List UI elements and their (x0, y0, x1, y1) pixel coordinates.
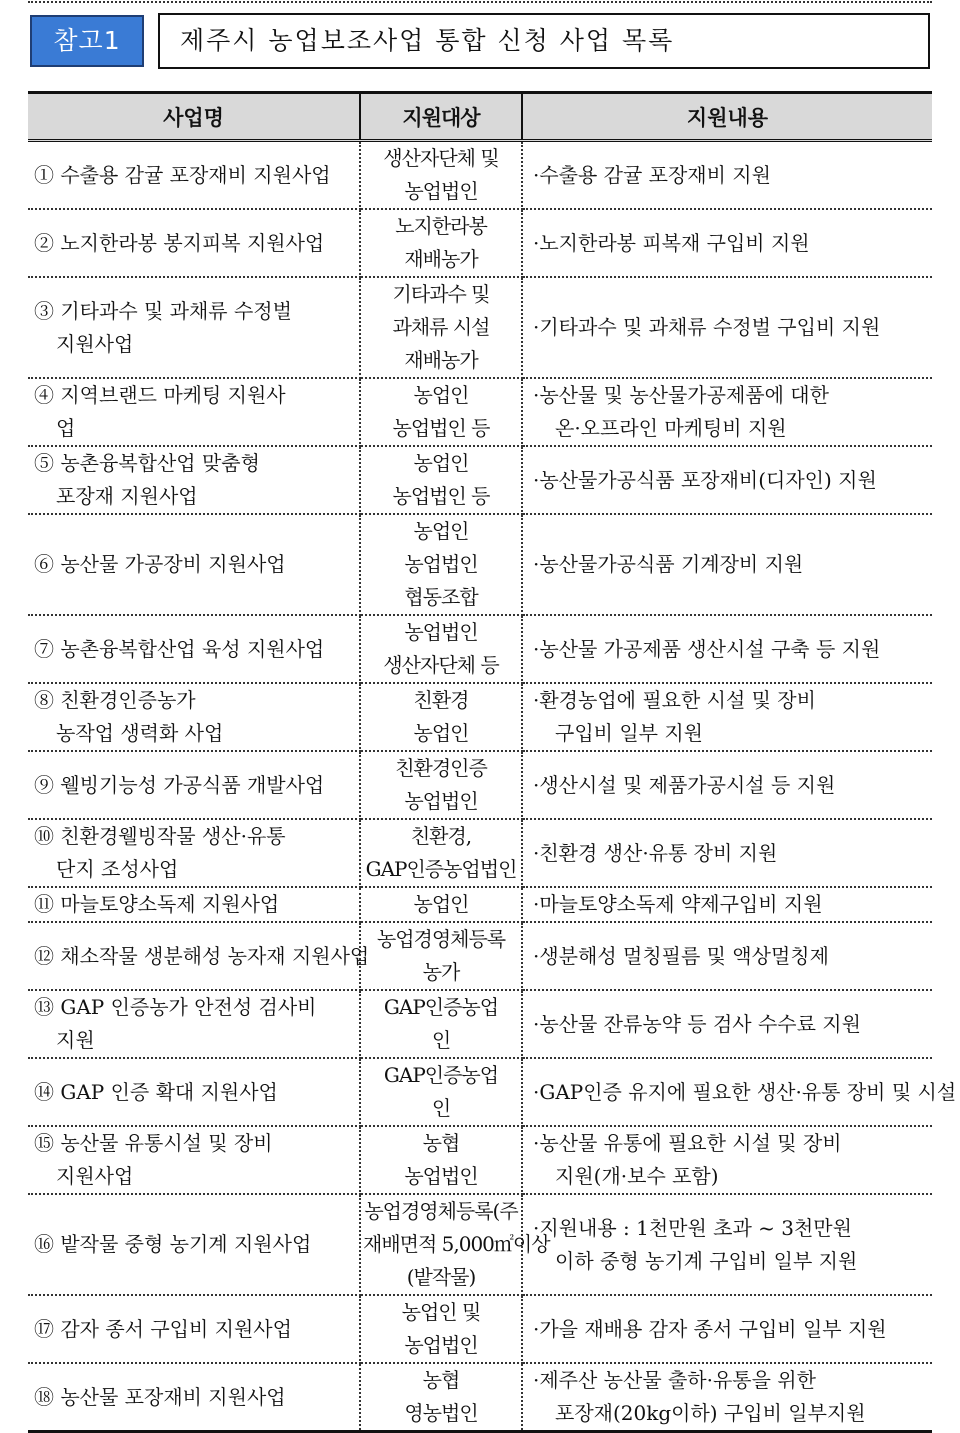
cell-line: ⑰ 감자 종서 구입비 지원사업 (34, 1316, 292, 1341)
support-target-cell (360, 1126, 522, 1194)
support-content-cell (522, 1295, 932, 1363)
support-content-cell (522, 1363, 932, 1432)
cell-line: 과채류 시설 (392, 315, 490, 339)
cell-line: ⑮ 농산물 유통시설 및 장비 (34, 1131, 273, 1155)
cell-line: 농협 (422, 1368, 460, 1392)
cell-line: 포장재(20kg이하) 구입비 일부지원 (555, 1401, 866, 1425)
support-content-cell (522, 922, 932, 990)
cell-line: 농업법인 (404, 1164, 478, 1188)
program-name-cell (28, 819, 360, 887)
table-row (28, 683, 932, 751)
table-header-row (28, 93, 932, 141)
program-name-cell (28, 446, 360, 514)
support-target-cell (360, 922, 522, 990)
cell-line: ·제주산 농산물 출하·유통을 위한 (533, 1368, 816, 1392)
support-target-cell (360, 683, 522, 751)
cell-line: ⑱ 농산물 포장재비 지원사업 (34, 1384, 286, 1409)
cell-line: ·기타과수 및 과채류 수정벌 구입비 지원 (533, 315, 881, 339)
cell-line: 농업인 (413, 519, 469, 543)
table-row (28, 378, 932, 446)
program-name-cell (28, 922, 370, 990)
cell-line: 지원(개·보수 포함) (555, 1164, 719, 1188)
cell-line: 친환경인증 (395, 756, 487, 780)
support-target-cell (360, 378, 522, 446)
table-row (28, 751, 932, 819)
cell-line: 친환경 (413, 688, 469, 712)
cell-line: 영농법인 (404, 1401, 478, 1425)
table-row (28, 615, 932, 683)
table-row (28, 1295, 932, 1363)
cell-line: 인 (431, 1028, 451, 1052)
cell-line: 농업경영체등록 (376, 927, 506, 951)
cell-line: 농업법인 (404, 789, 478, 813)
cell-line: ① 수출용 감귤 포장재비 지원사업 (34, 162, 331, 187)
cell-line: ·GAP인증 유지에 필요한 생산·유통 장비 및 시설 (533, 1079, 957, 1104)
support-target-cell (360, 819, 522, 887)
cell-line: 지원사업 (56, 1164, 134, 1188)
cell-line: ·환경농업에 필요한 시설 및 장비 (533, 688, 816, 712)
support-target-cell (360, 446, 522, 514)
cell-line: 지원사업 (56, 331, 134, 356)
cell-line: GAP인증농업법인 (365, 857, 517, 881)
table-row (28, 1126, 932, 1194)
table-row (28, 141, 932, 210)
column-header-name: 사업명 (28, 93, 360, 141)
top-dotted-rule (28, 1, 932, 3)
cell-line: 지원 (56, 1028, 95, 1052)
cell-line: ·생분해성 멀칭필름 및 액상멀칭제 (533, 943, 829, 968)
program-name-cell (28, 277, 360, 378)
cell-line: ·노지한라봉 피복재 구입비 지원 (533, 230, 810, 255)
cell-line: 생산자단체 등 (383, 653, 499, 677)
program-name-cell (28, 1126, 360, 1194)
cell-line: 농업법인 (404, 620, 478, 644)
cell-line: ·농산물 가공제품 생산시설 구축 등 지원 (533, 636, 881, 661)
cell-line: ⑭ GAP 인증 확대 지원사업 (34, 1079, 278, 1104)
cell-line: ⑯ 밭작물 중형 농기계 지원사업 (34, 1232, 312, 1256)
support-content-cell (522, 990, 932, 1058)
cell-line: ·농산물 유통에 필요한 시설 및 장비 (533, 1131, 842, 1155)
cell-line: ·농산물 및 농산물가공제품에 대한 (533, 383, 829, 407)
support-content-cell (522, 209, 932, 277)
table-body (28, 141, 957, 1432)
support-content-cell (522, 277, 932, 378)
support-target-cell (360, 277, 522, 378)
cell-line: 협동조합 (404, 585, 478, 609)
cell-line: ⑦ 농촌융복합산업 육성 지원사업 (34, 636, 325, 661)
cell-line: 농업인 (413, 892, 469, 916)
support-target-cell (360, 1194, 550, 1295)
cell-line: ⑩ 친환경웰빙작물 생산·유통 (34, 824, 286, 848)
table-row (28, 1363, 932, 1432)
cell-line: 농업법인 (404, 1333, 478, 1357)
cell-line: 재배농가 (404, 348, 478, 372)
table-row (28, 1058, 932, 1126)
cell-line: ·수출용 감귤 포장재비 지원 (533, 162, 771, 187)
support-target-cell (360, 141, 522, 210)
cell-line: ·농산물 잔류농약 등 검사 수수료 지원 (533, 1011, 861, 1036)
cell-line: 노지한라봉 (395, 214, 487, 238)
program-name-cell (28, 514, 360, 615)
cell-line: ·농산물가공식품 포장재비(디자인) 지원 (533, 467, 877, 492)
cell-line: 농업인 (413, 383, 469, 407)
program-name-cell (28, 1363, 360, 1432)
support-content-cell (522, 887, 932, 922)
cell-line: 온·오프라인 마케팅비 지원 (555, 416, 787, 440)
support-target-cell (360, 1295, 522, 1363)
support-content-cell (522, 751, 932, 819)
cell-line: 생산자단체 및 (383, 146, 499, 170)
column-header-content: 지원내용 (522, 93, 932, 141)
support-target-cell (360, 615, 522, 683)
support-target-cell (360, 209, 522, 277)
cell-line: 농작업 생력화 사업 (56, 721, 224, 745)
cell-line: 농업법인 (404, 179, 478, 203)
program-name-cell (28, 1058, 360, 1126)
program-name-cell (28, 751, 360, 819)
cell-line: ·마늘토양소독제 약제구입비 지원 (533, 892, 823, 916)
support-content-cell (522, 141, 932, 210)
program-name-cell (28, 209, 360, 277)
cell-line: 친환경, (410, 824, 472, 848)
cell-line: ④ 지역브랜드 마케팅 지원사 (34, 383, 286, 407)
cell-line: 업 (56, 416, 76, 440)
program-name-cell (28, 378, 360, 446)
cell-line: ⑥ 농산물 가공장비 지원사업 (34, 552, 286, 576)
support-content-cell (522, 514, 932, 615)
cell-line: ② 노지한라봉 봉지피복 지원사업 (34, 230, 325, 255)
support-target-cell (360, 514, 522, 615)
cell-line: 농업법인 (404, 552, 478, 576)
cell-line: ·농산물가공식품 기계장비 지원 (533, 552, 804, 576)
table-row (28, 1194, 932, 1295)
support-target-cell (360, 887, 522, 922)
cell-line: 구입비 일부 지원 (555, 721, 703, 745)
program-name-cell (28, 990, 360, 1058)
cell-line: GAP인증농업 (383, 995, 499, 1019)
support-target-cell (360, 751, 522, 819)
table-row (28, 209, 932, 277)
support-target-cell (360, 1058, 522, 1126)
cell-line: ⑤ 농촌융복합산업 맞춤형 (34, 451, 260, 475)
cell-line: 농업인 (413, 451, 469, 475)
cell-line: ⑪ 마늘토양소독제 지원사업 (34, 892, 280, 916)
cell-line: GAP인증농업 (383, 1063, 499, 1087)
cell-line: (밭작물) (406, 1265, 476, 1289)
cell-line: 농업인 및 (401, 1300, 481, 1324)
program-name-cell (28, 1295, 360, 1363)
table-row (28, 514, 932, 615)
cell-line: ⑫ 채소작물 생분해성 농자재 지원사업 (34, 943, 370, 968)
cell-line: ·생산시설 및 제품가공시설 등 지원 (533, 772, 836, 797)
page-title: 제주시 농업보조사업 통합 신청 사업 목록 (158, 13, 930, 69)
table-row (28, 277, 932, 378)
cell-line: ⑨ 웰빙기능성 가공식품 개발사업 (34, 772, 325, 797)
support-content-cell (522, 378, 932, 446)
cell-line: 농업법인 등 (392, 484, 490, 508)
support-content-cell (522, 1058, 957, 1126)
support-content-cell (522, 1194, 932, 1295)
support-content-cell (522, 819, 932, 887)
program-table (28, 91, 957, 1433)
cell-line: 단지 조성사업 (56, 857, 179, 881)
cell-line: 농협 (422, 1131, 460, 1155)
program-name-cell (28, 683, 360, 751)
support-content-cell (522, 683, 932, 751)
cell-line: ⑬ GAP 인증농가 안전성 검사비 (34, 995, 317, 1019)
cell-line: ·친환경 생산·유통 장비 지원 (533, 840, 778, 865)
table-row (28, 446, 932, 514)
support-content-cell (522, 446, 932, 514)
table-row (28, 819, 932, 887)
support-target-cell (360, 1363, 522, 1432)
cell-line: ·가을 재배용 감자 종서 구입비 일부 지원 (533, 1316, 887, 1341)
support-target-cell (360, 990, 522, 1058)
column-header-target: 지원대상 (360, 93, 522, 141)
support-content-cell (522, 615, 932, 683)
program-name-cell (28, 1194, 360, 1295)
support-content-cell (522, 1126, 932, 1194)
cell-line: 재배면적 5,000㎡이상 (363, 1232, 550, 1256)
table-row (28, 990, 932, 1058)
table-row (28, 922, 932, 990)
cell-line: 농업인 (413, 721, 469, 745)
cell-line: ③ 기타과수 및 과채류 수정벌 (34, 298, 292, 323)
program-name-cell (28, 887, 360, 922)
program-name-cell (28, 141, 360, 210)
reference-tag: 참고1 (30, 15, 144, 67)
cell-line: 재배농가 (404, 247, 478, 271)
cell-line: ·지원내용 : 1천만원 초과 ~ 3천만원 (533, 1215, 852, 1240)
table-row (28, 887, 932, 922)
cell-line: ⑧ 친환경인증농가 (34, 688, 196, 712)
cell-line: 농업경영체등록(주 (364, 1199, 518, 1223)
cell-line: 인 (431, 1096, 451, 1120)
cell-line: 기타과수 및 (392, 282, 490, 306)
cell-line: 농가 (422, 960, 460, 984)
cell-line: 이하 중형 농기계 구입비 일부 지원 (555, 1248, 858, 1273)
cell-line: 포장재 지원사업 (56, 484, 198, 508)
cell-line: 농업법인 등 (392, 416, 490, 440)
program-name-cell (28, 615, 360, 683)
